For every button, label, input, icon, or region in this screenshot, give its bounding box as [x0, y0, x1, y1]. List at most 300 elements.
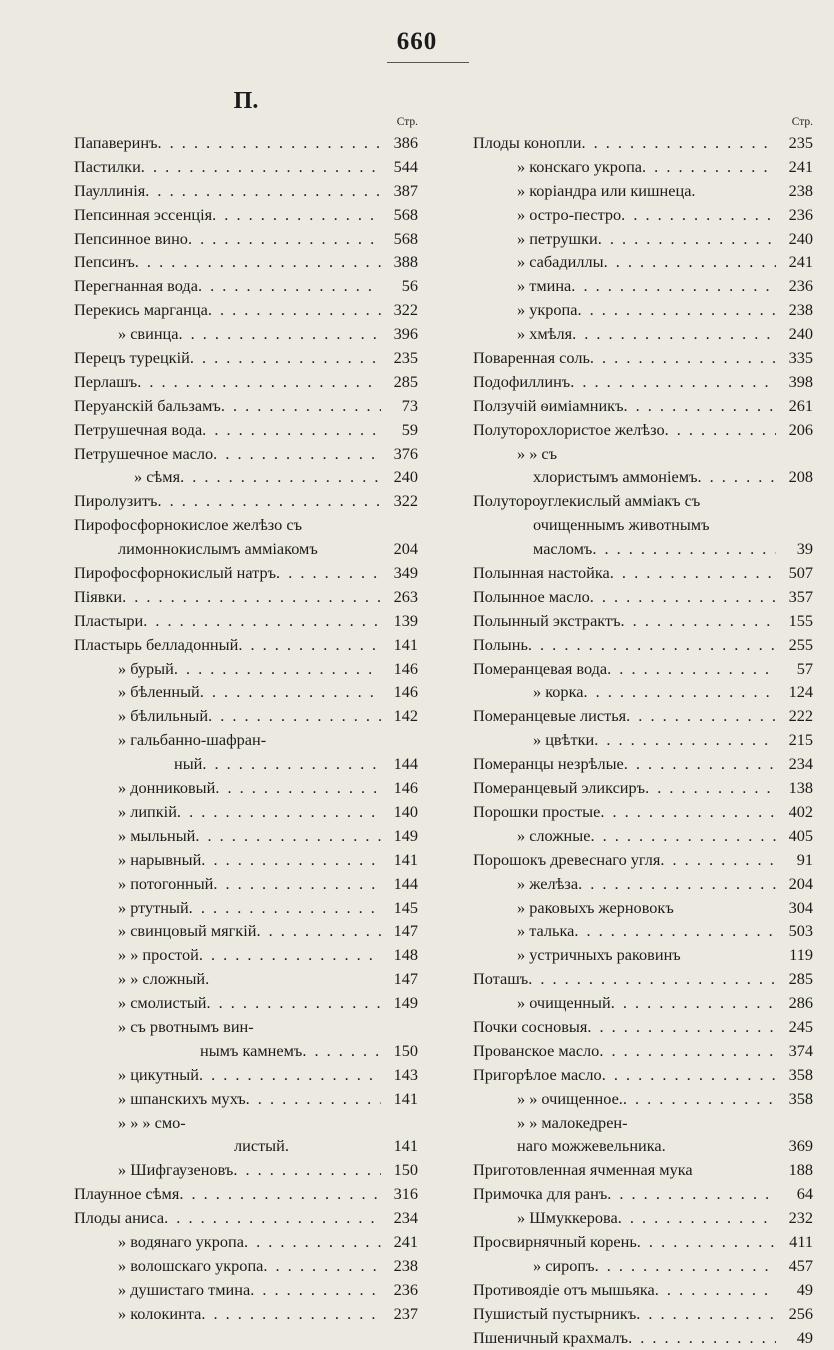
entry-term: » желѣза — [517, 873, 579, 893]
entry-term: Перекись марганца — [74, 300, 208, 320]
leader-dots — [611, 991, 776, 1015]
entry-term: » бурый — [118, 658, 174, 678]
entry-term: очищеннымъ животнымъ — [533, 515, 710, 535]
index-entry — [74, 896, 418, 920]
leader-dots — [590, 346, 776, 370]
entry-term: » раковыхъ жерновокъ — [517, 897, 674, 917]
leader-dots — [164, 1206, 381, 1230]
entry-term: масломъ — [533, 539, 593, 559]
entry-term: Примочка для ранъ — [473, 1184, 608, 1204]
index-entry — [473, 1111, 813, 1135]
entry-term: Померанцевый эликсиръ — [473, 778, 646, 798]
index-entry — [74, 848, 418, 872]
entry-page: 232 — [788, 1208, 813, 1228]
index-entry — [473, 728, 813, 752]
leader-dots — [557, 442, 776, 466]
entry-page: 411 — [789, 1231, 813, 1251]
entry-term: Почки сосновыя — [473, 1016, 588, 1036]
entry-page: 568 — [393, 204, 418, 224]
entry-term: Пшеничный крахмалъ — [473, 1327, 629, 1347]
index-entry — [74, 322, 418, 346]
leader-dots — [693, 1158, 776, 1182]
entry-page: 349 — [393, 563, 418, 583]
leader-dots — [592, 537, 776, 561]
leader-dots — [233, 1158, 381, 1182]
entry-term: » шпанскихъ мухъ — [118, 1088, 246, 1108]
leader-dots — [266, 728, 381, 752]
entry-page: 304 — [788, 897, 813, 917]
entry-page — [776, 513, 813, 537]
index-entry — [74, 346, 418, 370]
leader-dots — [213, 442, 381, 466]
index-entry — [473, 561, 813, 585]
entry-term: » гальбанно-шафран- — [118, 730, 267, 750]
entry-page: 141 — [393, 634, 418, 654]
entry-term: Полынное масло — [473, 586, 590, 606]
entry-page: 141 — [393, 1136, 418, 1156]
leader-dots — [200, 680, 381, 704]
entry-page: 57 — [796, 658, 813, 678]
leader-dots — [577, 298, 776, 322]
entry-term: » укропа — [517, 300, 578, 320]
entry-term: » потогонный — [118, 873, 214, 893]
leader-dots — [571, 274, 776, 298]
index-entry — [74, 1230, 418, 1254]
index-entry — [74, 1063, 418, 1087]
entry-page: 388 — [393, 252, 418, 272]
entry-page: 39 — [796, 539, 813, 559]
entry-term: » съ рвотнымъ вин- — [118, 1016, 254, 1036]
entry-page: 146 — [393, 658, 418, 678]
index-entry — [74, 1278, 418, 1302]
index-entry — [473, 1230, 813, 1254]
entry-page: 91 — [796, 849, 813, 869]
entry-term: » свинцовый мягкій — [118, 921, 257, 941]
index-entry — [473, 131, 813, 155]
entry-term: » нарывный — [118, 849, 202, 869]
entry-term: » » простой — [118, 945, 199, 965]
entry-term: Перегнанная вода — [74, 276, 198, 296]
entry-term: Пиролузитъ — [74, 491, 158, 511]
leader-dots — [186, 1111, 381, 1135]
entry-term: Пастилки — [74, 156, 141, 176]
index-entry — [473, 513, 813, 537]
entry-page: 150 — [393, 1160, 418, 1180]
index-entry — [74, 394, 418, 418]
index-entry — [473, 943, 813, 967]
entry-page: 144 — [393, 873, 418, 893]
leader-dots — [190, 346, 381, 370]
leader-dots — [594, 728, 776, 752]
leader-dots — [710, 513, 777, 537]
index-entry — [473, 967, 813, 991]
leader-dots — [598, 227, 776, 251]
entry-page — [381, 513, 418, 537]
entry-page: 144 — [393, 754, 418, 774]
leader-dots — [238, 633, 381, 657]
entry-term: Папаверинъ — [74, 133, 158, 152]
entry-page: 240 — [393, 467, 418, 487]
entry-term: » сложные — [517, 825, 591, 845]
leader-dots — [215, 776, 381, 800]
entry-term: » волошскаго укропа — [118, 1255, 264, 1275]
entry-term: » » очищенное. — [517, 1088, 623, 1108]
index-entry — [473, 227, 813, 251]
leader-dots — [143, 609, 381, 633]
entry-page: 139 — [393, 610, 418, 630]
index-entry — [74, 465, 418, 489]
entry-page: 59 — [401, 419, 418, 439]
entry-page: 235 — [788, 133, 813, 152]
index-entry — [473, 680, 813, 704]
entry-term: Порошокъ древеснаго угля — [473, 849, 661, 869]
entry-page: 234 — [393, 1208, 418, 1228]
index-entry — [473, 752, 813, 776]
leader-dots — [578, 872, 776, 896]
entry-page: 507 — [788, 563, 813, 583]
index-entry — [74, 919, 418, 943]
index-entry — [473, 442, 813, 466]
entry-page: 503 — [788, 921, 813, 941]
left-entries — [74, 131, 418, 1326]
entry-term: » сабадиллы — [517, 252, 604, 272]
entry-page — [381, 1111, 418, 1135]
leader-dots — [198, 274, 381, 298]
index-entry — [473, 872, 813, 896]
entry-page: 204 — [788, 873, 813, 893]
entry-page: 238 — [788, 300, 813, 320]
entry-term: » конскаго укропа — [517, 156, 643, 176]
index-entry — [473, 633, 813, 657]
index-entry — [74, 418, 418, 442]
index-entry — [74, 728, 418, 752]
entry-term: лимоннокислымъ аммiакомъ — [118, 539, 318, 559]
leader-dots — [623, 1087, 776, 1111]
index-entry — [473, 250, 813, 274]
index-entry — [74, 657, 418, 681]
entry-page: 335 — [788, 348, 813, 368]
index-entry — [473, 896, 813, 920]
entry-page: 141 — [393, 1088, 418, 1108]
entry-term: » донниковый — [118, 778, 216, 798]
entry-page: 286 — [788, 993, 813, 1013]
leader-dots — [209, 967, 381, 991]
page-number: 660 — [396, 28, 438, 55]
index-entry — [74, 513, 418, 537]
leader-dots — [570, 370, 776, 394]
index-entry — [473, 1302, 813, 1326]
entry-term: » мыльный — [118, 825, 196, 845]
entry-page: 241 — [393, 1231, 418, 1251]
index-entry — [473, 203, 813, 227]
index-entry — [74, 872, 418, 896]
index-entry — [74, 227, 418, 251]
index-entry — [473, 657, 813, 681]
entry-term: ный — [174, 754, 203, 774]
entry-term: » водянаго укропа — [118, 1231, 244, 1251]
index-entry — [473, 1063, 813, 1087]
leader-dots — [221, 394, 381, 418]
entry-page: 49 — [796, 1327, 813, 1347]
leader-dots — [201, 1302, 381, 1326]
entry-term: Плоды аниса — [74, 1208, 165, 1228]
index-entry — [473, 465, 813, 489]
entry-term: Пластыри — [74, 610, 144, 630]
entry-term: » цикутный — [118, 1064, 199, 1084]
entry-term: » ртутный — [118, 897, 189, 917]
index-entry — [473, 1039, 813, 1063]
entry-page: 241 — [788, 156, 813, 176]
entry-page: 322 — [393, 300, 418, 320]
entry-term: Перлашъ — [74, 371, 138, 391]
entry-term: Плоды конопли — [473, 133, 582, 152]
index-entry — [473, 1015, 813, 1039]
entry-term: » устричныхъ раковинъ — [517, 945, 681, 965]
leader-dots — [189, 896, 381, 920]
index-entry — [473, 824, 813, 848]
index-entry — [473, 1134, 813, 1158]
index-entry — [473, 537, 813, 561]
leader-dots — [246, 1087, 381, 1111]
right-entries — [473, 131, 813, 1349]
entry-page: 73 — [401, 395, 418, 415]
entry-page — [381, 1015, 418, 1039]
entry-term: Порошки простые — [473, 801, 601, 821]
entry-page: 235 — [393, 348, 418, 368]
section-letter: П. — [233, 88, 259, 114]
entry-term: » коріандра или кишнеца. — [517, 180, 696, 200]
entry-page: 124 — [788, 682, 813, 702]
entry-page: 402 — [788, 801, 813, 821]
entry-page: 386 — [393, 133, 418, 152]
index-entry — [74, 442, 418, 466]
index-entry — [74, 179, 418, 203]
index-entry — [74, 1158, 418, 1182]
entry-term: » талька — [517, 921, 575, 941]
entry-term: » сѣмя — [134, 467, 181, 487]
leader-dots — [637, 1230, 776, 1254]
entry-term: » хмѣля — [517, 324, 573, 344]
entry-page: 357 — [788, 586, 813, 606]
entry-term: Полынь — [473, 634, 528, 654]
entry-term: Пепсинъ — [74, 252, 135, 272]
page-column-label: Стр. — [396, 116, 418, 128]
entry-term: » сиропъ — [533, 1255, 595, 1275]
entry-term: Перецъ турецкій — [74, 348, 190, 368]
entry-term: Поваренная соль — [473, 348, 590, 368]
entry-term: Полутороуглекислый аммiакъ съ — [473, 491, 701, 511]
index-entry — [473, 1182, 813, 1206]
index-entry — [74, 561, 418, 585]
entry-page: 56 — [401, 276, 418, 296]
entry-term: Піявки — [74, 586, 123, 606]
entry-term: Ползучій ѳиміамникъ — [473, 395, 624, 415]
entry-term: Поташъ — [473, 969, 529, 989]
entry-term: Пластырь белладонный — [74, 634, 239, 654]
entry-page: 49 — [796, 1279, 813, 1299]
entry-term: » очищенный — [517, 993, 611, 1013]
entry-term: Петрушечная вода — [74, 419, 203, 439]
leader-dots — [199, 1063, 381, 1087]
leader-dots — [207, 991, 382, 1015]
entry-page: 322 — [393, 491, 418, 511]
entry-term: Пирофосфорнокислое желѣзо съ — [74, 515, 302, 535]
leader-dots — [621, 203, 776, 227]
entry-term: Плаунное сѣмя — [74, 1184, 180, 1204]
entry-page — [381, 728, 418, 752]
entry-page: 376 — [393, 443, 418, 463]
leader-dots — [628, 1111, 776, 1135]
entry-page: 143 — [393, 1064, 418, 1084]
entry-page: 222 — [788, 706, 813, 726]
entry-page: 405 — [788, 825, 813, 845]
entry-term: Прованское масло — [473, 1040, 600, 1060]
entry-page: 285 — [788, 969, 813, 989]
entry-page: 145 — [393, 897, 418, 917]
index-entry — [74, 298, 418, 322]
leader-dots — [665, 418, 776, 442]
entry-page: 236 — [788, 204, 813, 224]
entry-page: 568 — [393, 228, 418, 248]
entry-page: 237 — [393, 1303, 418, 1323]
leader-dots — [642, 155, 776, 179]
leader-dots — [666, 1134, 776, 1158]
leader-dots — [276, 561, 381, 585]
entry-term: хлористымъ аммоніемъ — [533, 467, 698, 487]
entry-page: 150 — [393, 1040, 418, 1060]
entry-page: 234 — [788, 754, 813, 774]
leader-dots — [137, 370, 381, 394]
leader-dots — [628, 1326, 776, 1350]
index-entry — [74, 824, 418, 848]
leader-dots — [590, 585, 776, 609]
entry-page: 141 — [393, 849, 418, 869]
leader-dots — [135, 250, 381, 274]
entry-term: Померанцевые листья — [473, 706, 627, 726]
entry-term: » » сложный. — [118, 969, 210, 989]
leader-dots — [195, 824, 381, 848]
leader-dots — [621, 609, 776, 633]
entry-term: Пушистый пустырникъ — [473, 1303, 637, 1323]
leader-dots — [655, 1278, 776, 1302]
index-entry — [473, 800, 813, 824]
index-entry — [74, 704, 418, 728]
index-entry — [473, 609, 813, 633]
leader-dots — [674, 896, 776, 920]
entry-page: 147 — [393, 969, 418, 989]
entry-page: 240 — [788, 228, 813, 248]
leader-dots — [158, 131, 381, 155]
entry-term: Померанцы незрѣлые — [473, 754, 624, 774]
leader-dots — [528, 967, 776, 991]
leader-dots — [583, 680, 776, 704]
leader-dots — [208, 704, 381, 728]
entry-page: 285 — [393, 371, 418, 391]
leader-dots — [574, 919, 776, 943]
entry-page: 146 — [393, 682, 418, 702]
leader-dots — [122, 585, 381, 609]
entry-page: 263 — [393, 586, 418, 606]
leader-dots — [213, 872, 381, 896]
index-entry — [473, 394, 813, 418]
entry-term: Полуторохлористое желѣзо — [473, 419, 665, 439]
entry-page: 358 — [788, 1064, 813, 1084]
entry-page — [776, 1111, 813, 1135]
entry-page: 236 — [788, 276, 813, 296]
leader-dots — [250, 1278, 381, 1302]
entry-page: 208 — [788, 467, 813, 487]
entry-page: 374 — [788, 1040, 813, 1060]
index-entry — [473, 585, 813, 609]
index-entry — [473, 298, 813, 322]
entry-page: 261 — [788, 395, 813, 415]
index-column-left — [74, 88, 418, 1326]
entry-term: Подофиллинъ — [473, 371, 571, 391]
index-entry — [74, 1039, 418, 1063]
leader-dots — [590, 824, 776, 848]
entry-page: 544 — [393, 156, 418, 176]
entry-term: Полынный экстрактъ — [473, 610, 621, 630]
entry-page — [776, 489, 813, 513]
leader-dots — [141, 155, 381, 179]
leader-dots — [600, 800, 776, 824]
index-entry — [473, 1087, 813, 1111]
leader-dots — [607, 1182, 776, 1206]
entry-term: » » » смо- — [118, 1112, 186, 1132]
leader-dots — [595, 1254, 776, 1278]
leader-dots — [201, 848, 381, 872]
entry-page: 316 — [393, 1184, 418, 1204]
index-entry — [74, 680, 418, 704]
leader-dots — [610, 561, 776, 585]
leader-dots — [212, 203, 381, 227]
index-entry — [74, 1182, 418, 1206]
leader-dots — [572, 322, 776, 346]
entry-term: » » съ — [517, 443, 558, 463]
index-entry — [473, 1278, 813, 1302]
entry-term: » тмина — [517, 276, 572, 296]
entry-page: 64 — [796, 1184, 813, 1204]
leader-dots — [254, 1015, 381, 1039]
index-entry — [473, 274, 813, 298]
entry-page: 148 — [393, 945, 418, 965]
index-entry — [473, 1158, 813, 1182]
entry-page: 140 — [393, 801, 418, 821]
entry-page: 206 — [788, 419, 813, 439]
entry-page: 204 — [393, 539, 418, 559]
leader-dots — [202, 752, 381, 776]
index-entry — [74, 776, 418, 800]
leader-dots — [174, 657, 381, 681]
index-entry — [473, 370, 813, 394]
entry-term: Пепсинная эссенція — [74, 204, 213, 224]
entry-page: 138 — [788, 778, 813, 798]
leader-dots — [145, 179, 381, 203]
entry-page: 147 — [393, 921, 418, 941]
entry-term: Перуанскій бальзамъ — [74, 395, 221, 415]
leader-dots — [256, 919, 381, 943]
leader-dots — [587, 1015, 776, 1039]
index-entry — [473, 704, 813, 728]
entry-term: » колокинта — [118, 1303, 202, 1323]
index-entry — [74, 489, 418, 513]
leader-dots — [618, 1206, 776, 1230]
entry-term: Петрушечное масло — [74, 443, 214, 463]
leader-dots — [302, 1039, 381, 1063]
index-entry — [74, 1206, 418, 1230]
entry-term: » цвѣтки — [533, 730, 595, 750]
index-entry — [74, 800, 418, 824]
